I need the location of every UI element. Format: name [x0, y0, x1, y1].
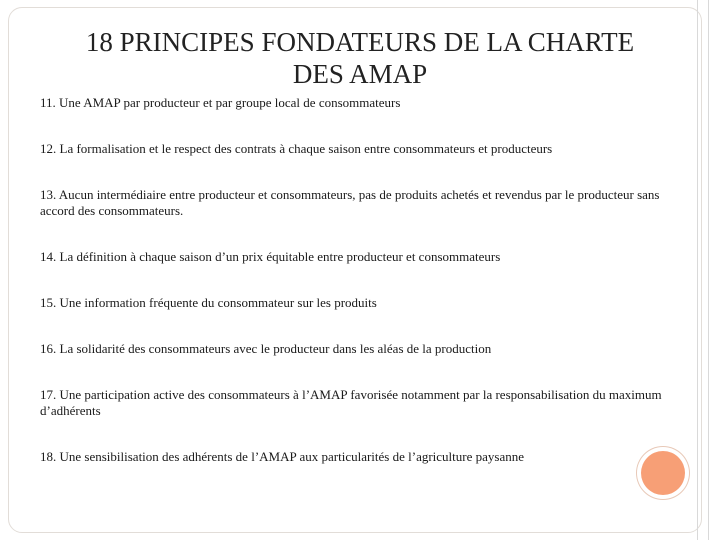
principle-item-18: 18. Une sensibilisation des adhérents de l’AMAP aux particularités de l’agriculture paysanne	[40, 449, 524, 464]
principle-item-13: 13. Aucun intermédiaire entre producteur et consommateurs, pas de produits achetés et revendus par le producteur sans accord des consommateurs.	[40, 187, 660, 218]
principle-item-15: 15. Une information fréquente du consommateur sur les produits	[40, 295, 377, 310]
principle-item-17: 17. Une participation active des consommateurs à l’AMAP favorisée notamment par la responsabilisation du maximum d’adhérents	[40, 387, 662, 418]
principle-item-12: 12. La formalisation et le respect des contrats à chaque saison entre consommateurs et producteurs	[40, 141, 553, 156]
right-border-line	[697, 0, 698, 540]
principle-item-14: 14. La définition à chaque saison d’un prix équitable entre producteur et consommateurs	[40, 249, 501, 264]
principles-list	[40, 95, 665, 495]
principle-item-16: 16. La solidarité des consommateurs avec le producteur dans les aléas de la production	[40, 341, 492, 356]
slide-title	[30, 26, 690, 90]
decorative-circle	[641, 451, 685, 495]
title-line-2: DES AMAP	[292, 59, 428, 89]
title-line-1: 18 PRINCIPES FONDATEURS DE LA CHARTE	[85, 27, 635, 57]
principle-item-11: 11. Une AMAP par producteur et par groupe local de consommateurs	[40, 95, 401, 110]
right-border-line-outer	[708, 0, 709, 540]
